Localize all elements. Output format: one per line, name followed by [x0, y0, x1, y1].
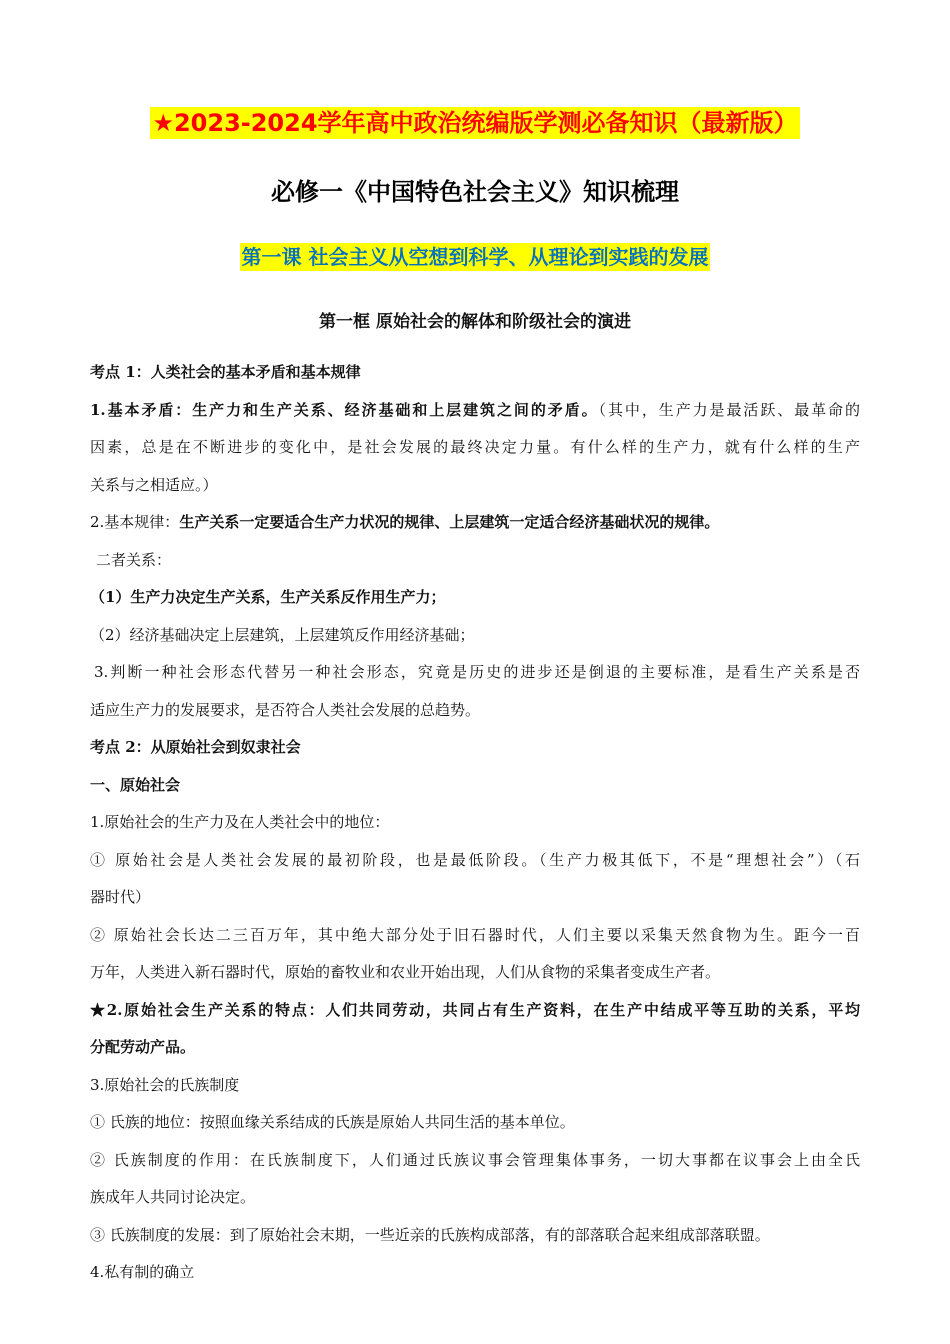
document-body	[90, 354, 860, 1290]
frame-heading: 第一框 原始社会的解体和阶级社会的演进	[319, 312, 631, 332]
document-title	[0, 103, 950, 143]
kp1-item2-prefix: 2.基本规律：	[90, 513, 180, 531]
kp1-item2-bold: 生产关系一定要适合生产力状况的规律、上层建筑一定适合经济基础状况的规律。	[179, 513, 720, 531]
p3-title: 3.原始社会的氏族制度	[90, 1075, 240, 1094]
p4-title: 4.私有制的确立	[90, 1263, 195, 1281]
kp1-item2	[90, 504, 860, 540]
kp1-item1	[90, 392, 860, 428]
lesson-heading	[0, 239, 950, 275]
p3-b-line2: 族成年人共同讨论决定。	[90, 1188, 256, 1206]
kp1-item3-line2: 适应生产力的发展要求，是否符合人类社会发展的总趋势。	[90, 700, 481, 719]
p2-line2: 分配劳动产品。	[90, 1038, 196, 1056]
kp1-heading: 考点 1：人类社会的基本矛盾和基本规律	[90, 363, 361, 381]
kp1-item1-line3: 关系与之相适应。）	[90, 475, 218, 494]
kp1-rel1: （1）生产力决定生产关系，生产关系反作用生产力；	[90, 588, 446, 606]
document-subtitle: 必修一《中国特色社会主义》知识梳理	[271, 177, 679, 206]
p2-line1: ★2.原始社会生产关系的特点：人们共同劳动，共同占有生产资料，在生产中结成平等互助的关系，平均	[90, 1000, 860, 1019]
kp1-item3-line1: 3.判断一种社会形态代替另一种社会形态，究竟是历史的进步还是倒退的主要标准，是看生产关系是否	[94, 663, 860, 681]
sec1-heading: 一、原始社会	[90, 775, 181, 794]
kp1-item1-rest: （其中，生产力是最活跃、最革命的	[598, 400, 860, 419]
p1-a-line2: 器时代）	[90, 888, 151, 906]
lesson-heading-text: 第一课 社会主义从空想到科学、从理论到实践的发展	[241, 245, 709, 269]
p3-b-line1: ② 氏族制度的作用：在氏族制度下，人们通过氏族议事会管理集体事务，一切大事都在议事会上由全氏	[90, 1150, 860, 1169]
kp1-relation: 二者关系：	[96, 550, 172, 569]
p1-title: 1.原始社会的生产力及在人类社会中的地位：	[90, 813, 390, 831]
p1-a-line1: ① 原始社会是人类社会发展的最初阶段，也是最低阶段。（生产力极其低下，不是“理想社会”）（石	[90, 850, 860, 869]
kp1-item1-bold: 1.基本矛盾：生产力和生产关系、经济基础和上层建筑之间的矛盾。	[90, 400, 599, 419]
p1-b-line1: ② 原始社会长达二三百万年，其中绝大部分处于旧石器时代，人们主要以采集天然食物为生。距今一百	[90, 925, 860, 944]
p1-b-line2: 万年，人类进入新石器时代，原始的畜牧业和农业开始出现，人们从食物的采集者变成生产者。	[90, 963, 721, 981]
kp2-heading: 考点 2：从原始社会到奴隶社会	[90, 738, 301, 756]
p3-a: ① 氏族的地位：按照血缘关系结成的氏族是原始人共同生活的基本单位。	[90, 1113, 575, 1131]
p3-c: ③ 氏族制度的发展：到了原始社会末期，一些近亲的氏族构成部落，有的部落联合起来组成部落联盟。	[90, 1225, 770, 1244]
kp1-rel2: （2）经济基础决定上层建筑，上层建筑反作用经济基础；	[90, 625, 475, 644]
document-title-text: ★2023-2024学年高中政治统编版学测必备知识（最新版）	[152, 109, 798, 137]
kp1-item1-line2: 因素，总是在不断进步的变化中，是社会发展的最终决定力量。有什么样的生产力，就有什么样的生产	[90, 438, 860, 456]
